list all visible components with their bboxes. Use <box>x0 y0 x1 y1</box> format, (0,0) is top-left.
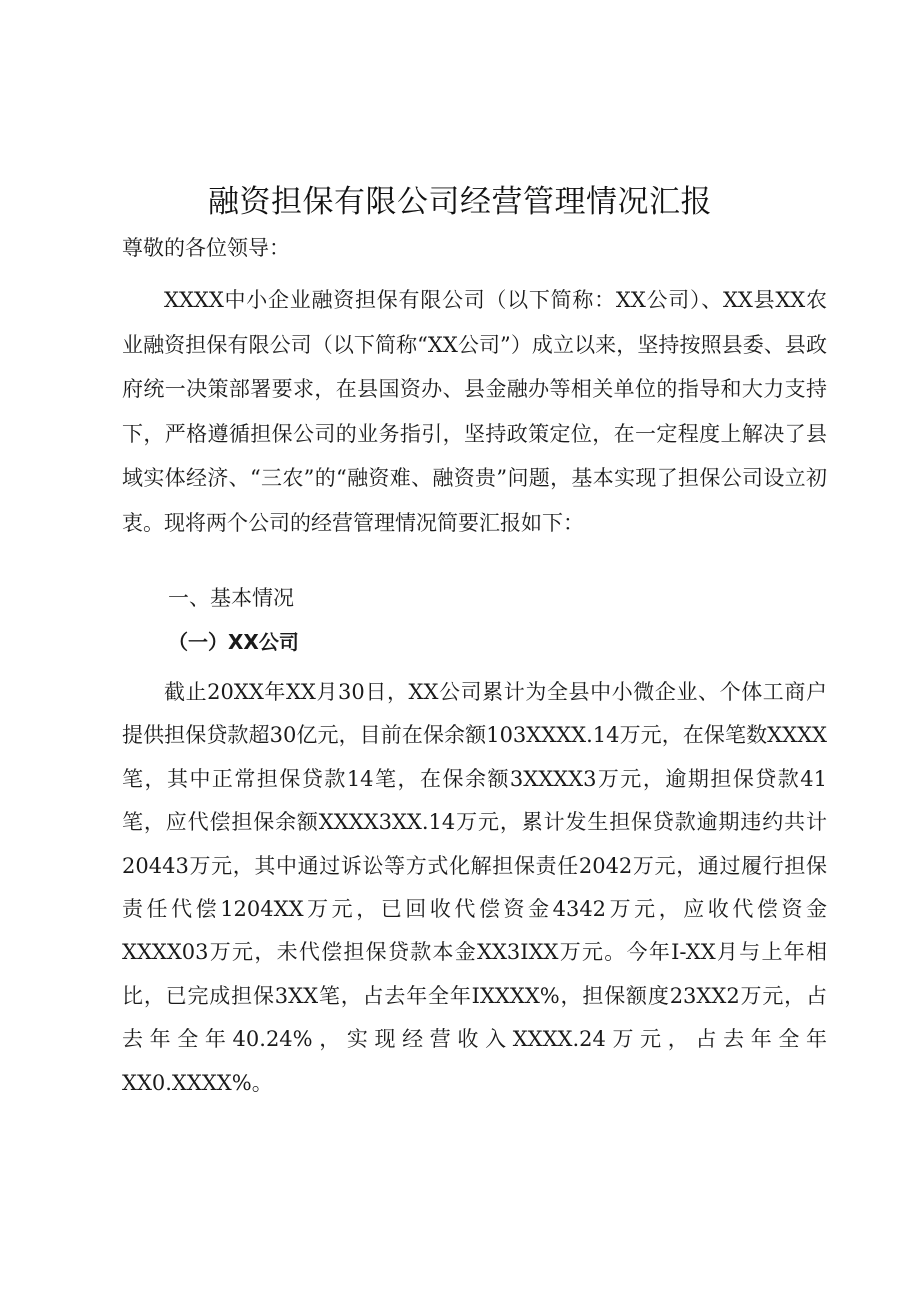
subsection-body-paragraph: 截止20XX年XX月30日，XX公司累计为全县中小微企业、个体工商户提供担保贷款超30亿元，目前在保余额103XXXX.14万元，在保笔数XXXX笔，其中正常担保贷款14笔，在保余额3XXXX3万元，逾期担保贷款41笔，应代偿担保余额XXXX3XX.14万元，累计发生担保贷款逾期违约共计20443万元，其中通过诉讼等方式化解担保责任2042万元，通过履行担保责任代偿1204XX万元，已回收代偿资金4342万元，应收代偿资金XXXX03万元，未代偿担保贷款本金XX3IXX万元。今年I-XX月与上年相比，已完成担保3XX笔，占去年全年IXXXX%，担保额度23XX2万元，占去年全年40.24%，实现经营收入XXXX.24万元，占去年全年XX0.XXXX%。 <box>122 680 827 1095</box>
salutation: 尊敬的各位领导： <box>122 236 290 260</box>
intro-paragraph: XXXX中小企业融资担保有限公司（以下简称：XX公司）、XX县XX农业融资担保有限公司（以下简称“XX公司”）成立以来，坚持按照县委、县政府统一决策部署要求，在县国资办、县金融办等相关单位的指导和大力支持下，严格遵循担保公司的业务指引，坚持政策定位，在一定程度上解决了县域实体经济、“三农”的“融资难、融资贵”问题，基本实现了担保公司设立初衷。现将两个公司的经营管理情况简要汇报如下： <box>122 288 827 535</box>
document-title: 融资担保有限公司经营管理情况汇报 <box>208 184 712 220</box>
subsection-heading-xx-company: （一）XX公司 <box>168 630 299 654</box>
section-heading-basic-situation: 一、基本情况 <box>168 586 294 610</box>
